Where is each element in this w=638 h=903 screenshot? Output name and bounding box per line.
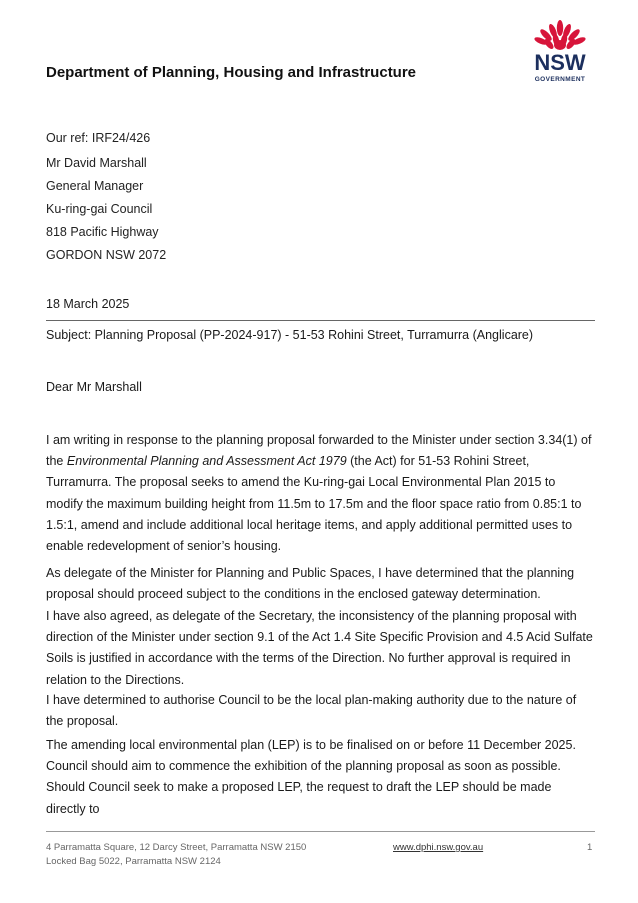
nsw-government-logo xyxy=(528,18,592,90)
body-paragraph-3: I have also agreed, as delegate of the Secretary, the inconsistency of the planning proposal with direction of the Minister under section 9.1 of the Act 1.4 Site Specific Provision and 4.5 Acid Sulfate Soils is justified in accordance with the terms of the Direction. No further approval is required in relation to the Directions. xyxy=(46,609,593,687)
body-paragraph-1-text-a: I am writing in response to the planning proposal forwarded to the Minister under section 3.34(1) of the xyxy=(46,433,592,469)
recipient-organisation: Ku-ring-gai Council xyxy=(46,202,153,216)
logo-government-text: GOVERNMENT xyxy=(534,76,586,83)
body-paragraph-1-text-b: (the Act) for 51-53 Rohini Street, Turramurra. The proposal seeks to amend the Ku-ring-gai Local Environmental Plan 2015 to modify the maximum building height from 11.5m to 17.5m and the floor space ratio from 0.85:1 to 1.5:1, amend and include additional local heritage items, and apply additional permitted uses to enable redevelopment of senior’s housing. xyxy=(46,454,582,554)
logo-nsw-text: NSW xyxy=(534,50,586,75)
letter-date: 18 March 2025 xyxy=(46,297,130,311)
footer-address-line-2: Locked Bag 5022, Parramatta NSW 2124 xyxy=(46,856,221,867)
our-reference: Our ref: IRF24/426 xyxy=(46,131,151,145)
footer-website-link[interactable]: www.dphi.nsw.gov.au xyxy=(393,842,484,853)
body-paragraph-5: The amending local environmental plan (LEP) is to be finalised on or before 11 December 2025. Council should aim to commence the exhibition of the planning proposal as soon as possible. Should Council seek to make a proposed LEP, the request to draft the LEP should be made directly to xyxy=(46,738,576,816)
recipient-suburb: GORDON NSW 2072 xyxy=(46,248,167,262)
salutation: Dear Mr Marshall xyxy=(46,380,142,394)
footer-divider xyxy=(46,831,595,832)
subject-line: Subject: Planning Proposal (PP-2024-917) - 51-53 Rohini Street, Turramurra (Anglicare) xyxy=(46,328,534,342)
footer-website xyxy=(393,842,483,853)
recipient-title: General Manager xyxy=(46,179,144,193)
waratah-flower-icon xyxy=(528,18,592,54)
act-name: Environmental Planning and Assessment Act 1979 xyxy=(66,454,347,469)
body-paragraph-2: As delegate of the Minister for Planning and Public Spaces, I have determined that the planning proposal should proceed subject to the conditions in the enclosed gateway determination. xyxy=(46,566,575,602)
footer-address-line-1: 4 Parramatta Square, 12 Darcy Street, Parramatta NSW 2150 xyxy=(46,842,307,853)
subject-divider xyxy=(46,320,595,321)
page-number: 1 xyxy=(587,842,593,853)
department-title: Department of Planning, Housing and Infrastructure xyxy=(46,64,417,81)
body-paragraph-1 xyxy=(46,430,594,557)
body-paragraph-4: I have determined to authorise Council to be the local plan-making authority due to the nature of the proposal. xyxy=(46,693,577,729)
recipient-street: 818 Pacific Highway xyxy=(46,225,159,239)
recipient-name: Mr David Marshall xyxy=(46,156,147,170)
